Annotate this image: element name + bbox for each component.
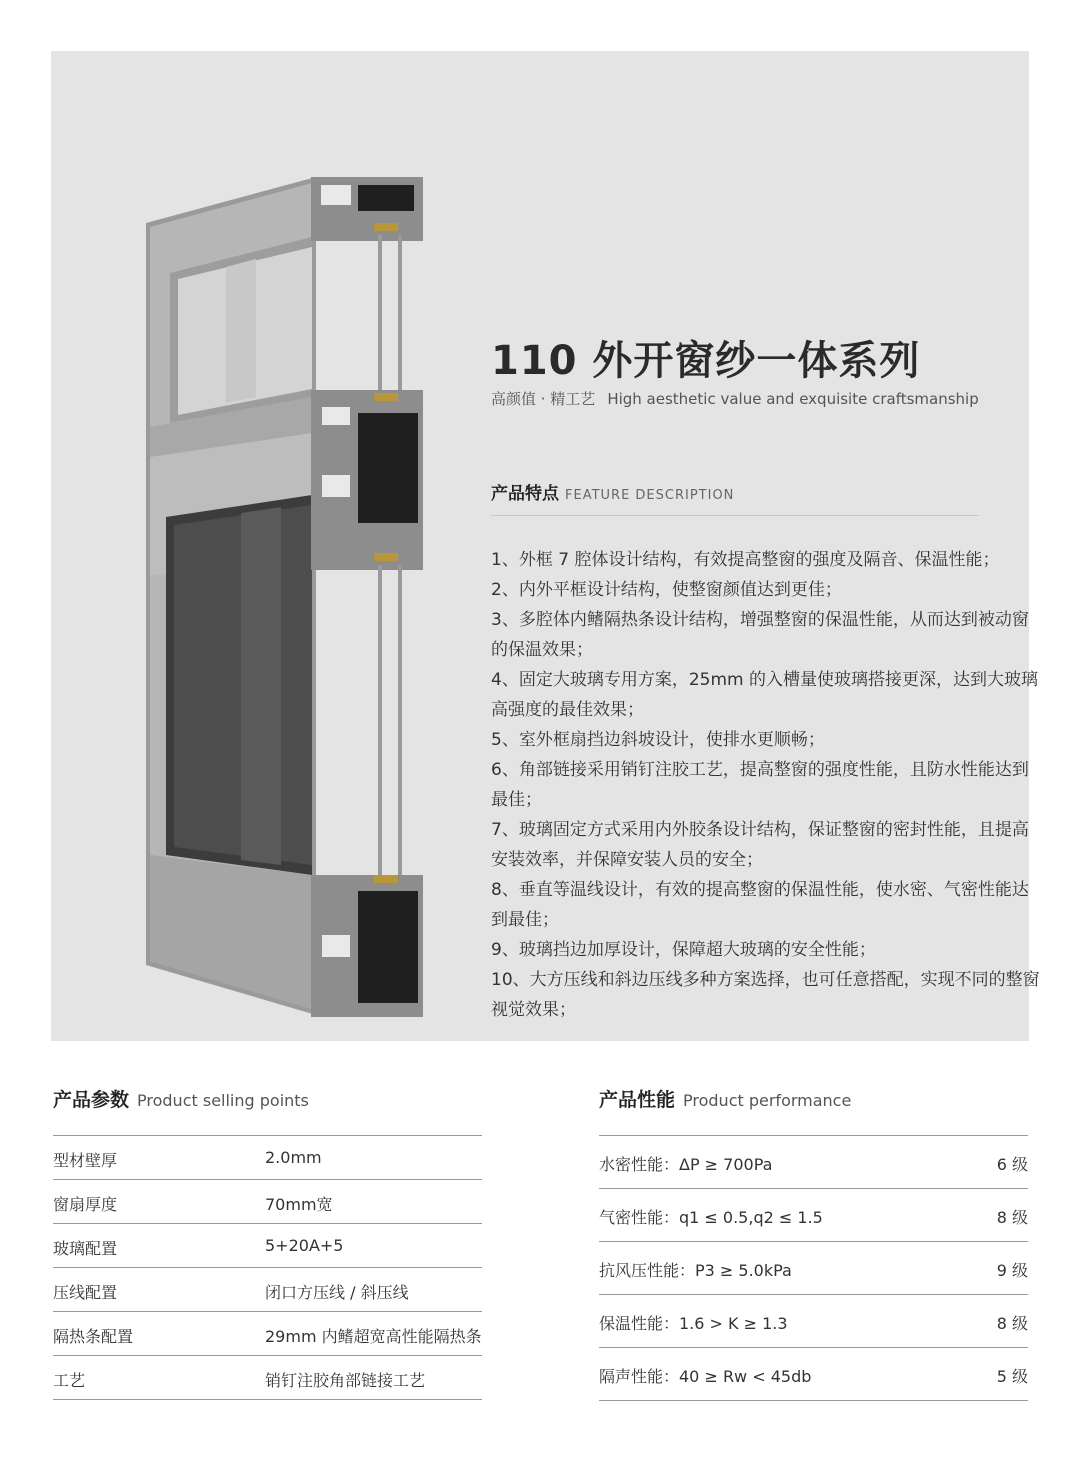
feature-list: [491, 545, 1041, 1025]
param-key: 玻璃配置: [53, 1239, 118, 1258]
performance-heading-en: Product performance: [683, 1091, 852, 1110]
param-key: 压线配置: [53, 1283, 118, 1302]
performance-table: [599, 1135, 1028, 1401]
table-row: [599, 1348, 1028, 1401]
param-key: 窗扇厚度: [53, 1195, 118, 1214]
feature-item: 7、玻璃固定方式采用内外胶条设计结构，保证整窗的密封性能，且提高安装效率，并保障安装人员的安全；: [491, 820, 1029, 870]
performance-metric: 隔声性能：40 ≥ Rw < 45db: [599, 1367, 812, 1386]
table-row: [53, 1180, 482, 1224]
feature-item: 9、玻璃挡边加厚设计，保障超大玻璃的安全性能；: [491, 940, 876, 960]
feature-item: 6、角部链接采用销钉注胶工艺，提高整窗的强度性能，且防水性能达到最佳；: [491, 760, 1029, 810]
param-value: 销钉注胶角部链接工艺: [265, 1371, 426, 1390]
performance-grade: 9 级: [996, 1261, 1028, 1280]
feature-heading-cn: 产品特点: [491, 484, 559, 504]
feature-item: 5、室外框扇挡边斜坡设计，使排水更顺畅；: [491, 730, 825, 750]
param-value: 2.0mm: [265, 1148, 322, 1167]
params-heading-en: Product selling points: [137, 1091, 309, 1110]
performance-metric: 水密性能：ΔP ≥ 700Pa: [599, 1155, 773, 1174]
feature-item: 3、多腔体内鳍隔热条设计结构，增强整窗的保温性能，从而达到被动窗的保温效果；: [491, 610, 1029, 660]
table-row: [599, 1295, 1028, 1348]
params-table: [53, 1135, 482, 1400]
table-row: [53, 1312, 482, 1356]
param-key: 型材壁厚: [53, 1151, 118, 1170]
performance-grade: 5 级: [996, 1367, 1028, 1386]
feature-item: 1、外框 7 腔体设计结构，有效提高整窗的强度及隔音、保温性能；: [491, 550, 1000, 570]
product-subtitle: [491, 388, 979, 409]
params-heading-cn: 产品参数: [53, 1089, 130, 1111]
table-row: [53, 1136, 482, 1180]
params-heading: [53, 1085, 309, 1112]
feature-divider: [491, 515, 979, 516]
param-value: 70mm宽: [265, 1195, 333, 1214]
param-value: 5+20A+5: [265, 1236, 344, 1255]
performance-heading-cn: 产品性能: [599, 1089, 676, 1111]
feature-item: 10、大方压线和斜边压线多种方案选择，也可任意搭配，实现不同的整窗视觉效果；: [491, 970, 1040, 1020]
product-title: 110 外开窗纱一体系列: [491, 338, 921, 384]
table-row: [599, 1189, 1028, 1242]
table-row: [599, 1136, 1028, 1189]
table-row: [53, 1224, 482, 1268]
param-key: 工艺: [53, 1371, 86, 1390]
performance-metric: 气密性能：q1 ≤ 0.5,q2 ≤ 1.5: [599, 1208, 823, 1227]
hero-panel: [51, 51, 1040, 1041]
performance-metric: 抗风压性能：P3 ≥ 5.0kPa: [599, 1261, 792, 1280]
table-row: [53, 1268, 482, 1312]
feature-item: 8、垂直等温线设计，有效的提高整窗的保温性能，使水密、气密性能达到最佳；: [491, 880, 1029, 930]
performance-heading: [599, 1085, 851, 1112]
table-row: [53, 1356, 482, 1400]
feature-heading-en: FEATURE DESCRIPTION: [565, 488, 735, 503]
performance-grade: 6 级: [996, 1155, 1028, 1174]
feature-item: 4、固定大玻璃专用方案，25mm 的入槽量使玻璃搭接更深，达到大玻璃高强度的最佳效果；: [491, 670, 1038, 720]
param-value: 29mm 内鳍超宽高性能隔热条: [265, 1327, 482, 1346]
window-profile-illustration: [146, 175, 431, 1020]
performance-grade: 8 级: [996, 1314, 1028, 1333]
performance-grade: 8 级: [996, 1208, 1028, 1227]
feature-item: 2、内外平框设计结构，使整窗颜值达到更佳；: [491, 580, 842, 600]
param-value: 闭口方压线 / 斜压线: [265, 1283, 409, 1302]
performance-metric: 保温性能：1.6 > K ≥ 1.3: [599, 1314, 788, 1333]
param-key: 隔热条配置: [53, 1327, 134, 1346]
table-row: [599, 1242, 1028, 1295]
feature-heading: [491, 479, 734, 504]
subtitle-en: High aesthetic value and exquisite craftsmanship: [607, 390, 979, 408]
subtitle-cn: 高颜值 · 精工艺: [491, 390, 596, 408]
